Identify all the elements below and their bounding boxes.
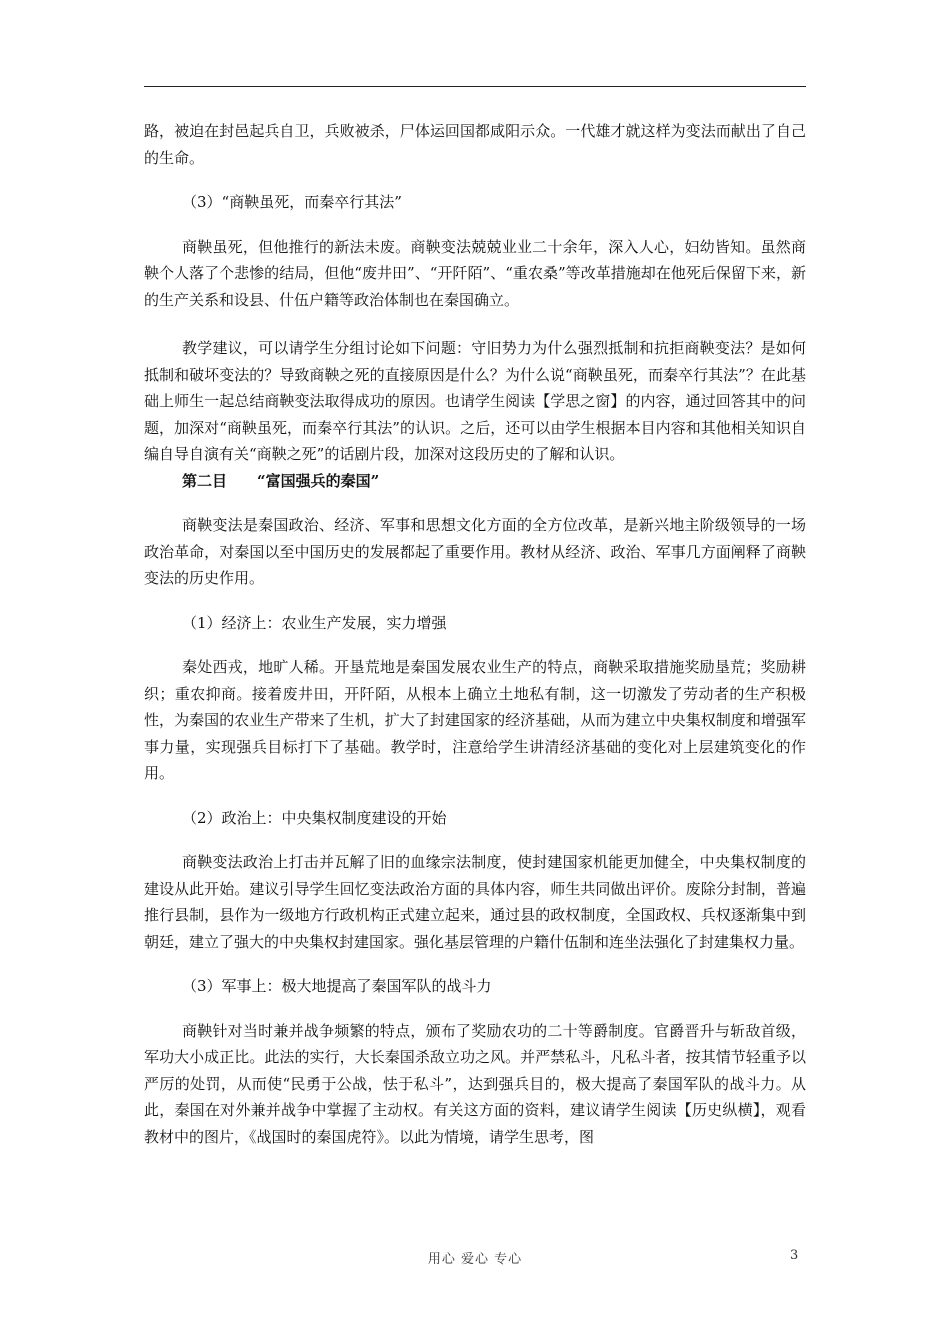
document-body: [144, 118, 806, 1150]
subsection-heading: （3）“商鞅虽死，而秦卒行其法”: [182, 193, 402, 211]
subsection-heading: （1）经济上：农业生产发展，实力增强: [182, 613, 447, 632]
section-title: “富国强兵的秦国”: [257, 471, 380, 490]
section-number: 第二目: [182, 471, 228, 490]
paragraph: 商鞅变法是秦国政治、经济、军事和思想文化方面的全方位改革，是新兴地主阶级领导的一场政治革命，对秦国以至中国历史的发展都起了重要作用。教材从经济、政治、军事几方面阐释了商鞅变法的历史作用。: [144, 516, 806, 587]
paragraph: 路，被迫在封邑起兵自卫，兵败被杀，尸体运回国都咸阳示众。一代雄才就这样为变法而献出了自己的生命。: [144, 122, 806, 167]
footer-motto: 用心 爱心 专心: [427, 1252, 523, 1267]
paragraph: 商鞅虽死，但他推行的新法未废。商鞅变法兢兢业业二十余年，深入人心，妇幼皆知。虽然商鞅个人落了个悲惨的结局，但他“废井田”、“开阡陌”、“重农桑”等改革措施却在他死后保留下来，新的生产关系和设县、什伍户籍等政治体制也在秦国确立。: [144, 237, 806, 309]
paragraph: 商鞅变法政治上打击并瓦解了旧的血缘宗法制度，使封建国家机能更加健全，中央集权制度的建设从此开始。建议引导学生回忆变法政治方面的具体内容，师生共同做出评价。废除分封制，普遍推行县制，县作为一级地方行政机构正式建立起来，通过县的政权制度，全国政权、兵权逐渐集中到朝廷，建立了强大的中央集权封建国家。强化基层管理的户籍什伍制和连坐法强化了封建集权力量。: [144, 853, 806, 951]
paragraph: 秦处西戎，地旷人稀。开垦荒地是秦国发展农业生产的特点，商鞅采取措施奖励垦荒；奖励耕织；重农抑商。接着废井田，开阡陌，从根本上确立土地私有制，这一切激发了劳动者的生产积极性，为秦国的农业生产带来了生机，扩大了封建国家的经济基础，从而为建立中央集权制度和增强军事力量，实现强兵目标打下了基础。教学时，注意给学生讲清经济基础的变化对上层建筑变化的作用。: [144, 658, 806, 782]
section-heading: [144, 468, 806, 495]
page-number: 3: [790, 1248, 799, 1263]
subsection-heading: （2）政治上：中央集权制度建设的开始: [182, 808, 447, 827]
paragraph: 商鞅针对当时兼并战争频繁的特点，颁布了奖励农功的二十等爵制度。官爵晋升与斩敌首级，军功大小成正比。此法的实行，大长秦国杀敌立功之风。并严禁私斗，凡私斗者，按其情节轻重予以严厉的处罚，从而使“民勇于公战，怯于私斗”，达到强兵目的，极大提高了秦国军队的战斗力。从此，秦国在对外兼并战争中掌握了主动权。有关这方面的资料，建议请学生阅读【历史纵横】，观看教材中的图片，《战国时的秦国虎符》。以此为情境，请学生思考，图: [144, 1021, 806, 1146]
page-footer: [0, 1248, 950, 1268]
subsection-heading: （3）军事上：极大地提高了秦国军队的战斗力: [182, 977, 492, 995]
paragraph: 教学建议，可以请学生分组讨论如下问题：守旧势力为什么强烈抵制和抗拒商鞅变法？是如何抵制和破坏变法的？导致商鞅之死的直接原因是什么？为什么说“商鞅虽死，而秦卒行其法”？在此基础上师生一起总结商鞅变法取得成功的原因。也请学生阅读【学思之窗】的内容，通过回答其中的问题，加深对“商鞅虽死，而秦卒行其法”的认识。之后，还可以由学生根据本目内容和其他相关知识自编自导自演有关“商鞅之死”的话剧片段，加深对这段历史的了解和认识。: [144, 339, 806, 463]
header-rule: [144, 86, 806, 87]
